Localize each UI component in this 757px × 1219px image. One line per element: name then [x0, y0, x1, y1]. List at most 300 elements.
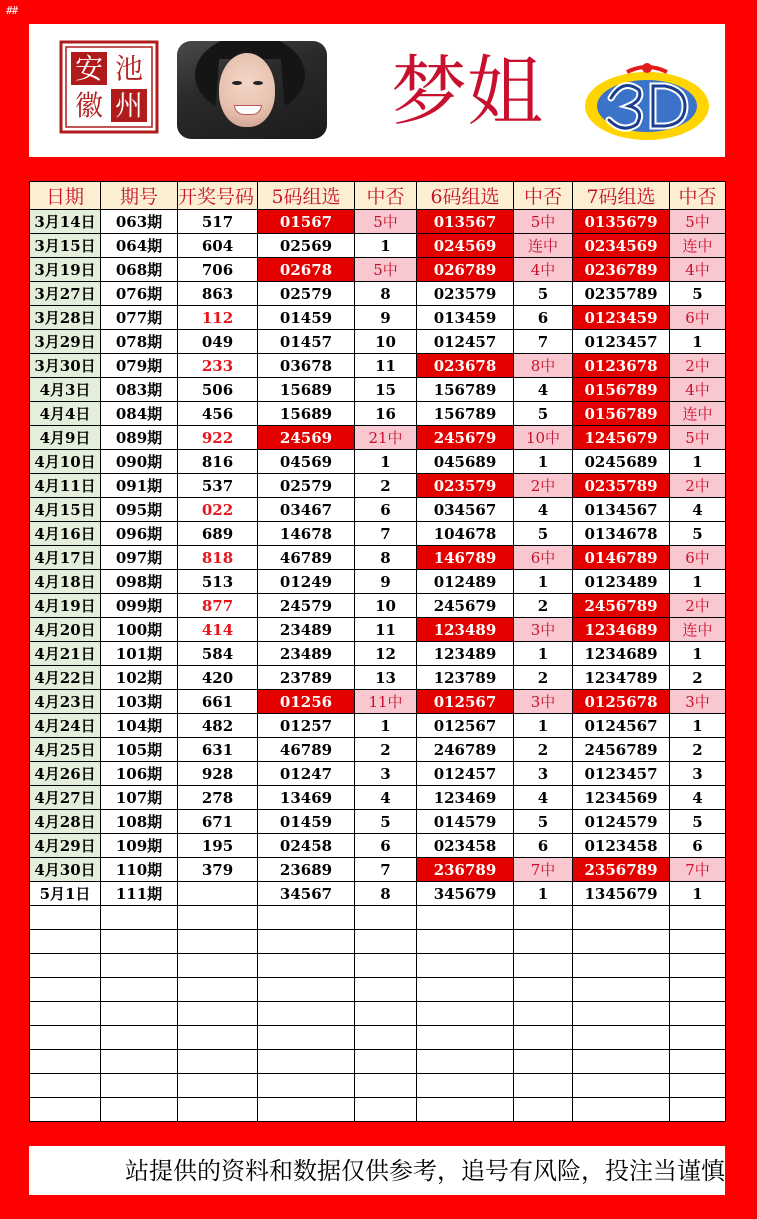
period-cell: 107期	[101, 786, 178, 810]
seven-code-cell: 0123489	[573, 570, 670, 594]
six-hit-cell: 1	[514, 450, 573, 474]
five-hit-cell: 7	[355, 858, 417, 882]
six-hit-cell	[514, 1074, 573, 1098]
period-cell: 109期	[101, 834, 178, 858]
seven-code-cell: 0124567	[573, 714, 670, 738]
draw-number-cell: 661	[178, 690, 258, 714]
seven-code-cell	[573, 930, 670, 954]
six-code-cell: 012457	[417, 762, 514, 786]
five-hit-cell: 21中	[355, 426, 417, 450]
five-code-cell: 01249	[258, 570, 355, 594]
period-cell	[101, 1002, 178, 1026]
six-code-cell: 245679	[417, 594, 514, 618]
six-code-cell	[417, 1002, 514, 1026]
seven-code-cell: 0234569	[573, 234, 670, 258]
date-cell: 4月4日	[30, 402, 101, 426]
six-code-cell: 012567	[417, 690, 514, 714]
five-code-cell: 15689	[258, 402, 355, 426]
six-hit-cell	[514, 1098, 573, 1122]
draw-number-cell: 928	[178, 762, 258, 786]
five-code-cell: 46789	[258, 546, 355, 570]
period-cell: 083期	[101, 378, 178, 402]
six-hit-cell	[514, 978, 573, 1002]
five-code-cell: 23489	[258, 618, 355, 642]
period-cell: 102期	[101, 666, 178, 690]
six-code-cell: 034567	[417, 498, 514, 522]
five-hit-cell: 2	[355, 474, 417, 498]
table-row	[30, 450, 726, 474]
six-hit-cell: 2中	[514, 474, 573, 498]
five-code-cell: 46789	[258, 738, 355, 762]
date-cell: 4月26日	[30, 762, 101, 786]
period-cell	[101, 1050, 178, 1074]
six-hit-cell: 5	[514, 282, 573, 306]
date-cell	[30, 1026, 101, 1050]
draw-number-cell: 877	[178, 594, 258, 618]
six-code-cell	[417, 930, 514, 954]
five-hit-cell: 16	[355, 402, 417, 426]
five-hit-cell: 5	[355, 810, 417, 834]
five-code-cell: 04569	[258, 450, 355, 474]
seven-code-cell: 0123458	[573, 834, 670, 858]
five-hit-cell: 6	[355, 834, 417, 858]
date-cell	[30, 930, 101, 954]
period-cell: 097期	[101, 546, 178, 570]
draw-number-cell: 414	[178, 618, 258, 642]
date-cell: 5月1日	[30, 882, 101, 906]
six-code-cell: 236789	[417, 858, 514, 882]
seven-hit-cell: 3中	[670, 690, 726, 714]
draw-number-cell: 689	[178, 522, 258, 546]
seven-code-cell: 2456789	[573, 738, 670, 762]
date-cell: 4月24日	[30, 714, 101, 738]
six-code-cell	[417, 1074, 514, 1098]
seven-code-cell	[573, 1026, 670, 1050]
five-hit-cell: 11	[355, 354, 417, 378]
draw-number-cell: 922	[178, 426, 258, 450]
seven-hit-cell: 5	[670, 810, 726, 834]
six-hit-cell: 5	[514, 522, 573, 546]
seven-code-cell	[573, 906, 670, 930]
seven-code-cell: 0134678	[573, 522, 670, 546]
draw-number-cell	[178, 1050, 258, 1074]
period-cell: 077期	[101, 306, 178, 330]
five-code-cell: 24579	[258, 594, 355, 618]
period-cell: 079期	[101, 354, 178, 378]
table-row	[30, 546, 726, 570]
3d-lottery-logo	[581, 56, 713, 146]
seven-hit-cell: 连中	[670, 402, 726, 426]
draw-number-cell: 233	[178, 354, 258, 378]
six-hit-cell: 1	[514, 882, 573, 906]
five-hit-cell: 8	[355, 546, 417, 570]
table-row	[30, 234, 726, 258]
five-code-cell	[258, 1002, 355, 1026]
anhui-chizhou-seal-logo	[57, 38, 161, 136]
period-cell: 105期	[101, 738, 178, 762]
table-row	[30, 858, 726, 882]
table-row	[30, 306, 726, 330]
table-row	[30, 930, 726, 954]
table-row	[30, 690, 726, 714]
period-cell: 104期	[101, 714, 178, 738]
draw-number-cell: 604	[178, 234, 258, 258]
seven-hit-cell: 连中	[670, 618, 726, 642]
period-cell: 063期	[101, 210, 178, 234]
seven-hit-cell	[670, 978, 726, 1002]
header-5-code: 5码组选	[258, 182, 355, 210]
five-code-cell: 02458	[258, 834, 355, 858]
six-hit-cell: 1	[514, 570, 573, 594]
draw-number-cell	[178, 1074, 258, 1098]
seven-code-cell: 0245689	[573, 450, 670, 474]
seven-code-cell: 0123457	[573, 330, 670, 354]
six-code-cell	[417, 978, 514, 1002]
seal-char: 安	[74, 52, 104, 85]
seven-code-cell	[573, 1098, 670, 1122]
header-banner	[29, 24, 725, 157]
draw-number-cell	[178, 882, 258, 906]
five-hit-cell: 3	[355, 762, 417, 786]
table-row	[30, 354, 726, 378]
five-hit-cell	[355, 906, 417, 930]
seven-hit-cell: 2	[670, 738, 726, 762]
five-code-cell: 01247	[258, 762, 355, 786]
period-cell	[101, 1074, 178, 1098]
draw-number-cell: 584	[178, 642, 258, 666]
six-code-cell	[417, 954, 514, 978]
date-cell: 3月30日	[30, 354, 101, 378]
six-hit-cell	[514, 906, 573, 930]
five-code-cell: 02678	[258, 258, 355, 282]
seven-hit-cell: 1	[670, 642, 726, 666]
table-row	[30, 1026, 726, 1050]
draw-number-cell	[178, 1026, 258, 1050]
period-cell: 068期	[101, 258, 178, 282]
six-hit-cell: 连中	[514, 234, 573, 258]
seven-code-cell: 1345679	[573, 882, 670, 906]
six-hit-cell: 2	[514, 738, 573, 762]
draw-number-cell: 706	[178, 258, 258, 282]
header-period: 期号	[101, 182, 178, 210]
draw-number-cell: 631	[178, 738, 258, 762]
date-cell: 4月28日	[30, 810, 101, 834]
six-hit-cell: 4	[514, 498, 573, 522]
date-cell: 4月3日	[30, 378, 101, 402]
seal-char: 池	[114, 52, 144, 85]
five-code-cell: 03467	[258, 498, 355, 522]
seven-code-cell: 2356789	[573, 858, 670, 882]
date-cell: 4月30日	[30, 858, 101, 882]
seven-hit-cell	[670, 1074, 726, 1098]
five-hit-cell: 4	[355, 786, 417, 810]
header-7-code: 7码组选	[573, 182, 670, 210]
seven-code-cell: 0123457	[573, 762, 670, 786]
seven-code-cell: 1234689	[573, 642, 670, 666]
six-code-cell: 156789	[417, 378, 514, 402]
five-code-cell: 13469	[258, 786, 355, 810]
table-row	[30, 402, 726, 426]
five-hit-cell	[355, 1074, 417, 1098]
draw-number-cell	[178, 1002, 258, 1026]
six-code-cell: 023678	[417, 354, 514, 378]
period-cell	[101, 930, 178, 954]
six-hit-cell: 4	[514, 786, 573, 810]
date-cell: 4月18日	[30, 570, 101, 594]
five-hit-cell	[355, 1002, 417, 1026]
six-hit-cell: 7中	[514, 858, 573, 882]
five-code-cell	[258, 978, 355, 1002]
five-code-cell: 01256	[258, 690, 355, 714]
five-code-cell: 02579	[258, 282, 355, 306]
six-hit-cell: 3	[514, 762, 573, 786]
date-cell: 4月11日	[30, 474, 101, 498]
date-cell: 4月29日	[30, 834, 101, 858]
five-code-cell	[258, 930, 355, 954]
draw-number-cell: 379	[178, 858, 258, 882]
date-cell: 3月14日	[30, 210, 101, 234]
six-code-cell: 012457	[417, 330, 514, 354]
five-code-cell	[258, 1074, 355, 1098]
six-hit-cell: 3中	[514, 690, 573, 714]
five-hit-cell: 1	[355, 234, 417, 258]
table-row	[30, 810, 726, 834]
date-cell	[30, 954, 101, 978]
period-cell: 103期	[101, 690, 178, 714]
seven-hit-cell: 1	[670, 714, 726, 738]
six-code-cell: 123469	[417, 786, 514, 810]
draw-number-cell: 517	[178, 210, 258, 234]
six-hit-cell: 2	[514, 594, 573, 618]
seven-hit-cell: 2中	[670, 594, 726, 618]
draw-number-cell: 482	[178, 714, 258, 738]
table-header-row	[30, 182, 726, 210]
seven-hit-cell: 4	[670, 498, 726, 522]
date-cell	[30, 978, 101, 1002]
table-row	[30, 1002, 726, 1026]
date-cell: 3月15日	[30, 234, 101, 258]
header-date: 日期	[30, 182, 101, 210]
table-row	[30, 474, 726, 498]
six-code-cell: 023458	[417, 834, 514, 858]
draw-number-cell: 456	[178, 402, 258, 426]
date-cell: 3月19日	[30, 258, 101, 282]
period-cell: 076期	[101, 282, 178, 306]
five-hit-cell: 11	[355, 618, 417, 642]
header-6-hit: 中否	[514, 182, 573, 210]
draw-number-cell: 513	[178, 570, 258, 594]
period-cell	[101, 954, 178, 978]
draw-number-cell	[178, 1098, 258, 1122]
table-row	[30, 210, 726, 234]
seven-hit-cell: 5中	[670, 426, 726, 450]
table-row	[30, 834, 726, 858]
seven-hit-cell: 1	[670, 882, 726, 906]
five-code-cell: 01567	[258, 210, 355, 234]
five-hit-cell	[355, 1098, 417, 1122]
period-cell: 095期	[101, 498, 178, 522]
draw-number-cell: 112	[178, 306, 258, 330]
six-code-cell: 246789	[417, 738, 514, 762]
five-code-cell: 23689	[258, 858, 355, 882]
seven-hit-cell: 6	[670, 834, 726, 858]
five-code-cell: 02579	[258, 474, 355, 498]
date-cell: 4月10日	[30, 450, 101, 474]
six-hit-cell	[514, 1026, 573, 1050]
draw-number-cell: 049	[178, 330, 258, 354]
six-code-cell: 012489	[417, 570, 514, 594]
table-row	[30, 498, 726, 522]
disclaimer-text: 站提供的资料和数据仅供参考，追号有风险，投注当谨慎	[125, 1157, 725, 1185]
table-row	[30, 978, 726, 1002]
seven-code-cell: 0236789	[573, 258, 670, 282]
five-hit-cell	[355, 978, 417, 1002]
date-cell	[30, 1098, 101, 1122]
seven-code-cell: 0123678	[573, 354, 670, 378]
table-row	[30, 666, 726, 690]
five-hit-cell: 13	[355, 666, 417, 690]
five-code-cell	[258, 1098, 355, 1122]
seven-hit-cell: 4	[670, 786, 726, 810]
table-row	[30, 570, 726, 594]
date-cell: 4月20日	[30, 618, 101, 642]
seven-hit-cell: 4中	[670, 258, 726, 282]
table-row	[30, 714, 726, 738]
table-row	[30, 426, 726, 450]
five-code-cell: 14678	[258, 522, 355, 546]
date-cell	[30, 1002, 101, 1026]
six-code-cell: 023579	[417, 282, 514, 306]
six-code-cell: 146789	[417, 546, 514, 570]
six-hit-cell: 7	[514, 330, 573, 354]
period-cell	[101, 1098, 178, 1122]
five-code-cell: 01459	[258, 810, 355, 834]
five-hit-cell	[355, 1050, 417, 1074]
seven-hit-cell: 6中	[670, 546, 726, 570]
six-hit-cell	[514, 1002, 573, 1026]
six-hit-cell: 8中	[514, 354, 573, 378]
seven-code-cell: 0124579	[573, 810, 670, 834]
five-code-cell: 01257	[258, 714, 355, 738]
six-hit-cell: 3中	[514, 618, 573, 642]
six-code-cell: 245679	[417, 426, 514, 450]
six-code-cell: 156789	[417, 402, 514, 426]
seven-code-cell: 1245679	[573, 426, 670, 450]
seven-hit-cell: 5	[670, 282, 726, 306]
period-cell: 100期	[101, 618, 178, 642]
period-cell: 091期	[101, 474, 178, 498]
six-code-cell	[417, 906, 514, 930]
seven-hit-cell	[670, 954, 726, 978]
five-code-cell: 24569	[258, 426, 355, 450]
header-7-hit: 中否	[670, 182, 726, 210]
table-row	[30, 1098, 726, 1122]
six-hit-cell: 1	[514, 642, 573, 666]
date-cell: 4月9日	[30, 426, 101, 450]
six-hit-cell: 6	[514, 834, 573, 858]
table-row	[30, 258, 726, 282]
date-cell: 4月17日	[30, 546, 101, 570]
draw-number-cell: 863	[178, 282, 258, 306]
table-row	[30, 954, 726, 978]
five-hit-cell: 15	[355, 378, 417, 402]
date-cell: 4月22日	[30, 666, 101, 690]
five-hit-cell: 7	[355, 522, 417, 546]
six-code-cell: 123789	[417, 666, 514, 690]
disclaimer-banner	[29, 1146, 725, 1195]
period-cell: 101期	[101, 642, 178, 666]
six-code-cell	[417, 1050, 514, 1074]
seven-code-cell: 0156789	[573, 402, 670, 426]
corner-mark: ##	[6, 4, 18, 17]
six-code-cell	[417, 1098, 514, 1122]
seven-code-cell	[573, 1002, 670, 1026]
draw-number-cell: 818	[178, 546, 258, 570]
table-body	[30, 210, 726, 1122]
date-cell: 3月27日	[30, 282, 101, 306]
seven-code-cell	[573, 978, 670, 1002]
seven-hit-cell	[670, 1098, 726, 1122]
date-cell: 3月28日	[30, 306, 101, 330]
seven-code-cell: 0235789	[573, 282, 670, 306]
six-code-cell: 123489	[417, 642, 514, 666]
period-cell: 096期	[101, 522, 178, 546]
table-row	[30, 882, 726, 906]
period-cell: 111期	[101, 882, 178, 906]
six-hit-cell	[514, 930, 573, 954]
seven-hit-cell: 6中	[670, 306, 726, 330]
table-row	[30, 594, 726, 618]
draw-number-cell: 506	[178, 378, 258, 402]
seven-hit-cell: 2中	[670, 474, 726, 498]
draw-number-cell: 022	[178, 498, 258, 522]
date-cell	[30, 906, 101, 930]
table-row	[30, 1050, 726, 1074]
seven-code-cell: 0235789	[573, 474, 670, 498]
seven-hit-cell: 1	[670, 330, 726, 354]
six-code-cell: 013459	[417, 306, 514, 330]
six-code-cell: 013567	[417, 210, 514, 234]
six-hit-cell: 5中	[514, 210, 573, 234]
seven-code-cell: 1234789	[573, 666, 670, 690]
host-portrait-image	[177, 41, 327, 139]
table-row	[30, 642, 726, 666]
seal-char: 州	[114, 89, 144, 122]
five-hit-cell	[355, 954, 417, 978]
period-cell: 099期	[101, 594, 178, 618]
seven-hit-cell: 2	[670, 666, 726, 690]
six-code-cell: 024569	[417, 234, 514, 258]
draw-number-cell: 671	[178, 810, 258, 834]
seven-hit-cell: 3	[670, 762, 726, 786]
five-code-cell	[258, 954, 355, 978]
six-hit-cell	[514, 1050, 573, 1074]
five-code-cell	[258, 1050, 355, 1074]
date-cell	[30, 1050, 101, 1074]
five-hit-cell: 2	[355, 738, 417, 762]
seven-code-cell: 0134567	[573, 498, 670, 522]
date-cell: 4月27日	[30, 786, 101, 810]
seven-hit-cell: 4中	[670, 378, 726, 402]
seven-code-cell: 1234569	[573, 786, 670, 810]
six-hit-cell: 4	[514, 378, 573, 402]
six-code-cell: 012567	[417, 714, 514, 738]
five-hit-cell	[355, 930, 417, 954]
six-hit-cell	[514, 954, 573, 978]
page-title: 梦姐	[391, 47, 543, 136]
five-hit-cell: 8	[355, 882, 417, 906]
six-code-cell	[417, 1026, 514, 1050]
